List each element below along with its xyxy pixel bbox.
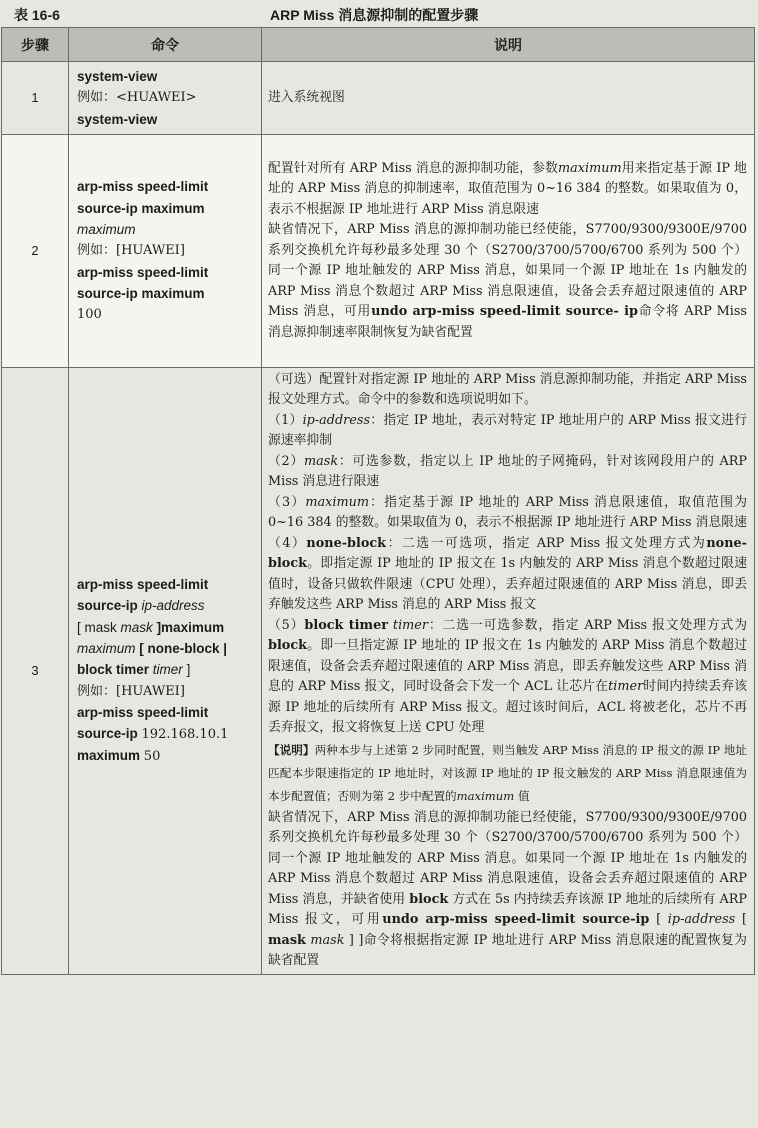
description-paragraph	[268, 808, 747, 972]
example-label: 例如：<HUAWEI>	[77, 90, 197, 106]
header-command: 命令	[69, 28, 262, 62]
description-cell	[262, 367, 755, 974]
text-run: 缺省情况下，ARP Miss 消息的源抑制功能已经使能，S7700/9300/9300E/9700 系列交换机允许每秒最多处理 30 个（S2700/3700/5700/6700 系列为 500 个）同一个源 IP 地址触发的 ARP Miss 消息，如果同一个源 IP 地址在 1s 内触发的 ARP Miss 消息个数超过 ARP Miss 消息限速值，设备会丢弃超过限速值的 ARP Miss 消息，可用	[268, 222, 747, 320]
description-paragraph	[268, 159, 747, 221]
text-run: 用来指定基于源 IP 地址的 ARP Miss 消息的抑制速率，取值范围为 0~16 384 的整数。如果取值为 0，表示不根据源 IP 地址进行 ARP Miss 消息限速	[268, 160, 747, 217]
text-run: 值	[517, 788, 530, 803]
text-run: 命令将 ARP Miss 消息源抑制速率限制恢复为缺省配置	[268, 304, 748, 340]
description-paragraph: （可选）配置针对指定源 IP 地址的 ARP Miss 消息源抑制功能，并指定 ARP Miss 报文处理方式。命令中的参数和选项说明如下。	[268, 371, 747, 408]
step-number: 2	[2, 134, 69, 367]
command-line: source-ip maximum	[77, 285, 205, 301]
keyword: [ mask	[77, 619, 117, 635]
keyword: source-ip	[77, 598, 138, 614]
header-description: 说明	[262, 28, 755, 62]
param-name: ip-address	[302, 412, 371, 428]
command-line	[77, 745, 255, 767]
text-run: ：二选一可选项，指定 ARP Miss 报文处理方式为	[386, 535, 707, 551]
text-run: 。即一旦指定源 IP 地址的 IP 报文在 1s 内触发的 ARP Miss 消息个数超过限速值，设备会丢弃超过限速值的 ARP Miss 消息，即丢弃触发这些 ARP Miss 消息的 ARP Miss 报文，同时设备会下发一个 ACL 让芯片在	[268, 638, 747, 695]
config-steps-table	[1, 27, 755, 975]
keyword: none-block	[306, 535, 387, 551]
table-title: ARP Miss 消息源抑制的配置步骤	[270, 7, 479, 23]
text-run: （3）	[268, 494, 306, 510]
description-cell	[262, 62, 755, 135]
command-line	[77, 723, 255, 745]
command-cell	[69, 367, 262, 974]
text-run: ] ]	[348, 932, 364, 948]
text-run: 方式在 5s 内持续丢弃该源 IP 地址的后续所有 ARP Miss 报文，可用	[268, 891, 747, 928]
command-param: ip-address	[141, 598, 205, 614]
step-number: 3	[2, 367, 69, 974]
command-param: maximum	[77, 640, 136, 656]
undo-command: undo arp-miss speed-limit source- ip	[371, 304, 638, 320]
description-paragraph	[268, 534, 747, 616]
command-line: source-ip maximum	[77, 200, 205, 216]
text-run: 配置针对所有 ARP Miss 消息的源抑制功能，参数	[268, 160, 558, 176]
text-run: （4）	[268, 535, 307, 551]
text-run: （1）	[268, 412, 303, 428]
command-line: arp-miss speed-limit	[77, 264, 209, 280]
keyword: block	[409, 891, 449, 907]
note-paragraph	[268, 739, 747, 808]
command-cell	[69, 134, 262, 367]
text-run: （2）	[268, 453, 305, 469]
table-header-row	[2, 28, 755, 62]
keyword: none-block	[268, 535, 747, 572]
text-run: 时间内持续丢弃该源 IP 地址的后续所有 ARP Miss 报文。超过该时间后，ACL 将被老化，芯片不再丢弃报文，报文将恢复上送 CPU 处理	[268, 679, 748, 736]
keyword: ]maximum	[156, 619, 225, 635]
command-param: maximum	[77, 221, 136, 237]
table-row	[2, 62, 755, 135]
text-run: ：指定基于源 IP 地址的 ARP Miss 消息限速值，取值范围为 0~16 384 的整数。如果取值为 0，表示不根据源 IP 地址进行 ARP Miss 消息限速	[268, 494, 747, 531]
text-run: ：指定 IP 地址，表示对特定 IP 地址用户的 ARP Miss 报文进行源速率抑制	[268, 412, 747, 449]
command-line: system-view	[77, 69, 158, 84]
command-param: timer	[152, 662, 183, 678]
keyword: ]	[186, 662, 191, 678]
command-line: system-view	[77, 111, 158, 127]
description-paragraph	[268, 452, 747, 493]
example-label: 例如：[HUAWEI]	[77, 683, 185, 699]
param-name: maximum	[456, 788, 515, 803]
description-paragraph	[268, 220, 747, 343]
description-paragraph	[268, 616, 747, 739]
param-name: mask	[304, 453, 339, 469]
table-caption	[0, 0, 758, 26]
keyword: mask	[268, 932, 306, 948]
keyword: block timer	[77, 662, 150, 678]
text-run: 。即指定源 IP 地址的 IP 报文在 1s 内触发的 ARP Miss 消息个数超过限速值时，设备只做软件限速（CPU 处理），丢弃超过限速值的 ARP Miss 消息，即丢弃触发这些 ARP Miss 消息的 ARP Miss 报文	[268, 556, 747, 613]
keyword: block timer	[304, 617, 388, 633]
table-number: 表 16-6	[14, 7, 60, 23]
param-name: maximum	[305, 494, 369, 510]
command-line: arp-miss speed-limit	[77, 577, 209, 593]
command-line: arp-miss speed-limit	[77, 179, 209, 195]
keyword: source-ip	[77, 726, 138, 742]
header-step: 步骤	[2, 28, 69, 62]
description-paragraph	[268, 493, 747, 534]
step-number: 1	[2, 62, 69, 135]
command-value: 192.168.10.1	[141, 727, 229, 743]
table-row	[2, 134, 755, 367]
note-label: 【说明】	[268, 742, 315, 757]
text-run: （5）	[268, 617, 305, 633]
description-paragraph	[268, 411, 747, 452]
param-name: timer	[392, 617, 428, 633]
command-line: arp-miss speed-limit	[77, 704, 209, 720]
text-run: [	[656, 912, 662, 928]
text-run: 两种本步与上述第 2 步同时配置，则当触发 ARP Miss 消息的 IP 报文的源 IP 地址匹配本步限速指定的 IP 地址时，对该源 IP 地址的 IP 报文触发的 ARP Miss 消息限速值为本步配置值；否则为第 2 步中配置的	[268, 742, 747, 803]
text-run: [	[741, 912, 747, 928]
command-line	[77, 617, 255, 638]
param-name: timer	[608, 679, 644, 695]
command-line	[77, 595, 255, 616]
param-name: ip-address	[667, 912, 736, 928]
keyword: [ none-block |	[139, 640, 228, 656]
command-value: 100	[77, 307, 102, 323]
command-cell	[69, 62, 262, 135]
undo-command: undo arp-miss speed-limit source-ip	[382, 912, 650, 928]
command-line	[77, 638, 255, 659]
table-row	[2, 367, 755, 974]
description-text: 进入系统视图	[268, 89, 345, 105]
keyword: block	[268, 638, 308, 654]
description-cell	[262, 134, 755, 367]
text-run: 缺省情况下，ARP Miss 消息的源抑制功能已经使能，S7700/9300/9300E/9700 系列交换机允许每秒最多处理 30 个（S2700/3700/5700/6700 系列为 500 个）同一个源 IP 地址触发的 ARP Miss 消息。如果同一个源 IP 地址在 1s 内触发的 ARP Miss 消息个数超过 ARP Miss 消息限速值，设备会丢弃超过限速值的 ARP Miss 消息，并缺省使用	[268, 809, 747, 907]
text-run: 命令将根据指定源 IP 地址进行 ARP Miss 消息限速的配置恢复为缺省配置	[268, 932, 747, 969]
param-name: maximum	[558, 160, 622, 176]
keyword: maximum	[77, 748, 141, 764]
command-value: 50	[143, 749, 161, 765]
text-run: ：二选一可选参数，指定 ARP Miss 报文处理方式为	[427, 617, 747, 633]
example-label: 例如：[HUAWEI]	[77, 243, 185, 259]
param-name: mask	[310, 932, 345, 948]
command-line	[77, 659, 255, 680]
command-param: mask	[120, 619, 153, 635]
text-run: ：可选参数，指定以上 IP 地址的子网掩码，针对该网段用户的 ARP Miss 消息进行限速	[268, 453, 747, 490]
